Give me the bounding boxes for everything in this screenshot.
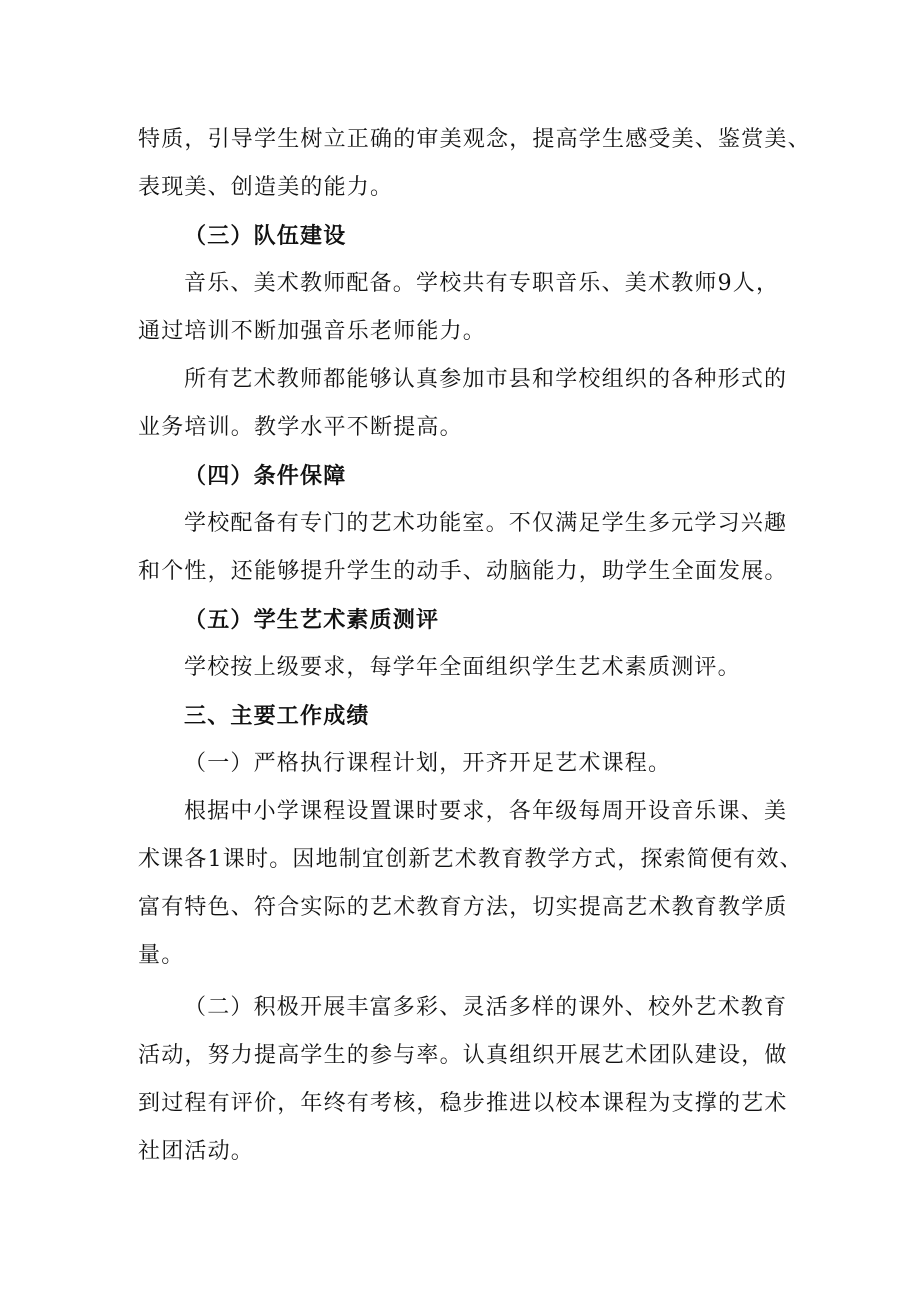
paragraph-line: 量。 <box>138 943 185 968</box>
section-heading: （四）条件保障 <box>184 463 347 489</box>
paragraph-line: 术课各1课时。因地制宜创新艺术教育教学方式，探索简便有效、 <box>138 847 803 872</box>
paragraph-line: 富有特色、符合实际的艺术教育方法，切实提高艺术教育教学质 <box>138 895 788 920</box>
paragraph-line: 学校按上级要求，每学年全面组织学生艺术素质测评。 <box>184 655 741 680</box>
paragraph-line: 活动，努力提高学生的参与率。认真组织开展艺术团队建设，做 <box>138 1043 788 1068</box>
paragraph-line: 根据中小学课程设置课时要求，各年级每周开设音乐课、美 <box>184 799 788 824</box>
paragraph-line: 音乐、美术教师配备。学校共有专职音乐、美术教师9人， <box>184 271 780 296</box>
paragraph-line: 表现美、创造美的能力。 <box>138 175 394 200</box>
paragraph-line: 社团活动。 <box>138 1139 255 1164</box>
paragraph-line: 通过培训不断加强音乐老师能力。 <box>138 319 487 344</box>
paragraph-line: 特质，引导学生树立正确的审美观念，提高学生感受美、鉴赏美、 <box>138 127 811 152</box>
paragraph-line: 和个性，还能够提升学生的动手、动脑能力，助学生全面发展。 <box>138 559 788 584</box>
paragraph-line: 学校配备有专门的艺术功能室。不仅满足学生多元学习兴趣 <box>184 511 788 536</box>
chapter-heading: 三、主要工作成绩 <box>184 703 370 729</box>
paragraph-line: 到过程有评价，年终有考核，稳步推进以校本课程为支撑的艺术 <box>138 1091 788 1116</box>
section-heading: （五）学生艺术素质测评 <box>184 607 440 633</box>
subsection-heading: （二）积极开展丰富多彩、灵活多样的课外、校外艺术教育 <box>184 995 788 1020</box>
paragraph-line: 业务培训。教学水平不断提高。 <box>138 415 463 440</box>
section-heading: （三）队伍建设 <box>184 223 347 249</box>
paragraph-line: 所有艺术教师都能够认真参加市县和学校组织的各种形式的 <box>184 367 788 392</box>
subsection-heading: （一）严格执行课程计划，开齐开足艺术课程。 <box>184 751 672 776</box>
